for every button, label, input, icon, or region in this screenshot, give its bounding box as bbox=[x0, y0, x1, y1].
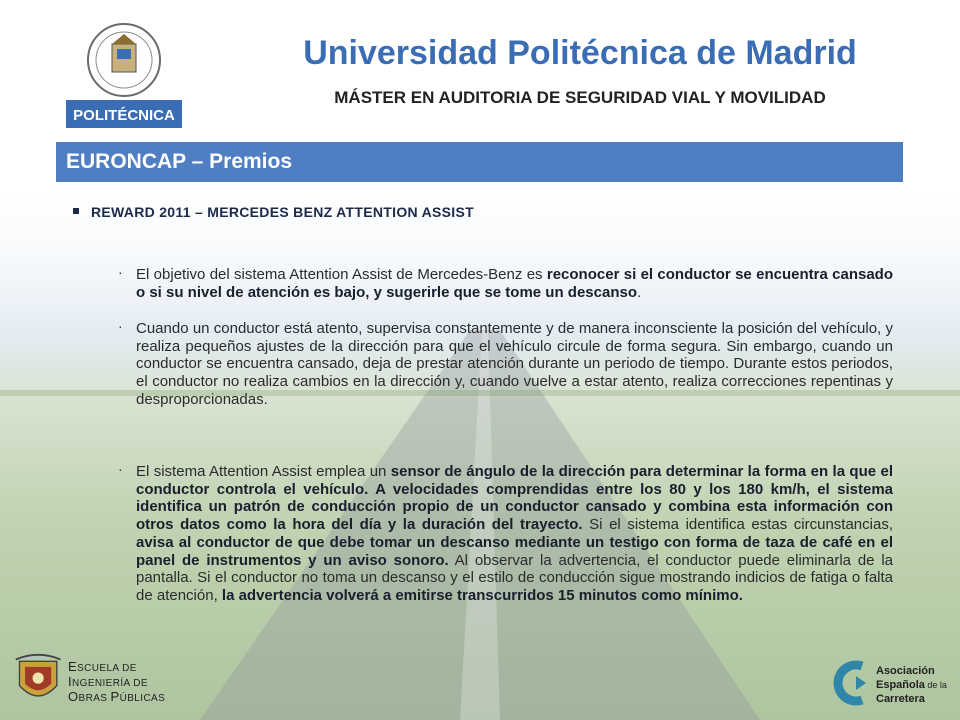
bold-text-span: la advertencia volverá a emitirse transcurridos 15 minutos como mínimo. bbox=[221, 586, 743, 604]
text-span: P bbox=[110, 689, 120, 704]
dot-bullet-icon: · bbox=[118, 264, 123, 280]
text-span: Asociación bbox=[876, 665, 935, 677]
bold-text-span: reconocer si el conductor se encuentra cansado o si su nivel de atención es bajo, y sugerirle que se tome un descanso bbox=[136, 266, 893, 301]
paragraph-system-description bbox=[136, 463, 893, 605]
text-span: BRAS bbox=[78, 693, 111, 704]
text-span: I bbox=[68, 674, 73, 689]
main-bullet-text: REWARD 2011 – MERCEDES BENZ ATTENTION ASSIST bbox=[91, 204, 474, 220]
text-span: Si el sistema identifica estas circunstancias, bbox=[582, 516, 893, 534]
paragraph-attentive-driver: Cuando un conductor está atento, supervisa constantemente y de manera inconsciente la posición del vehículo, y realiza pequeños ajustes de la dirección para que el vehículo circule de forma segura. Sin embargo, cuando un conductor se encuentra cansado, deja de prestar atención durante un periodo de tiempo. Durante estos periodos, el conductor no realiza cambios en la dirección y, cuando vuelve a estar atento, realiza correcciones repentinas y desproporcionadas. bbox=[136, 320, 893, 408]
page-subtitle: MÁSTER EN AUDITORIA DE SEGURIDAD VIAL Y MOVILIDAD bbox=[334, 88, 826, 107]
bold-text-span: sensor de ángulo de la dirección para determinar la forma en la que el conductor controla el vehículo. A velocidades comprendidas entre los 80 y los 180 km/h, el sistema identifica un patrón de conducción propio de un conductor cansado y combina esta información con otros datos como la hora del día y la duración del trayecto. bbox=[136, 463, 893, 534]
text-span: E bbox=[68, 659, 78, 674]
eicp-crest-logo bbox=[12, 650, 68, 710]
main-bullet bbox=[73, 204, 474, 220]
text-span: . bbox=[637, 283, 642, 301]
paragraph-objective bbox=[136, 266, 893, 301]
text-span: El objetivo del sistema Attention Assist de Mercedes-Benz es bbox=[136, 266, 547, 283]
upm-logo-text: POLITÉCNICA bbox=[73, 107, 175, 124]
text-span: Carretera bbox=[876, 693, 925, 705]
text-span: de la bbox=[924, 680, 947, 690]
text-span: ÚBLICAS bbox=[119, 693, 166, 704]
text-span: Al observar la advertencia, el conductor puede eliminarla de la pantalla. Si el conductor no toma un descanso y el estilo de conducción sigue mostrando indicios de fatiga o falta de atención, bbox=[136, 551, 893, 604]
text-span: Española bbox=[876, 679, 925, 691]
aec-association-logo bbox=[826, 656, 872, 710]
dot-bullet-icon: · bbox=[118, 318, 123, 334]
page-title: Universidad Politécnica de Madrid bbox=[303, 34, 857, 72]
text-span: NGENIERÍA DE bbox=[72, 678, 148, 689]
section-title-bar: EURONCAP – Premios bbox=[56, 142, 903, 182]
aec-association-name bbox=[876, 664, 947, 706]
text-span: O bbox=[68, 689, 79, 704]
dot-bullet-icon: · bbox=[118, 461, 123, 477]
text-span: SCUELA DE bbox=[77, 663, 137, 674]
bold-text-span: avisa al conductor de que debe tomar un descanso mediante un testigo con forma de taza de café en el panel de instrumentos y un aviso sonoro. bbox=[136, 533, 893, 569]
eicp-school-name bbox=[68, 660, 165, 705]
square-bullet-icon bbox=[73, 208, 79, 214]
text-span: El sistema Attention Assist emplea un bbox=[136, 463, 391, 480]
